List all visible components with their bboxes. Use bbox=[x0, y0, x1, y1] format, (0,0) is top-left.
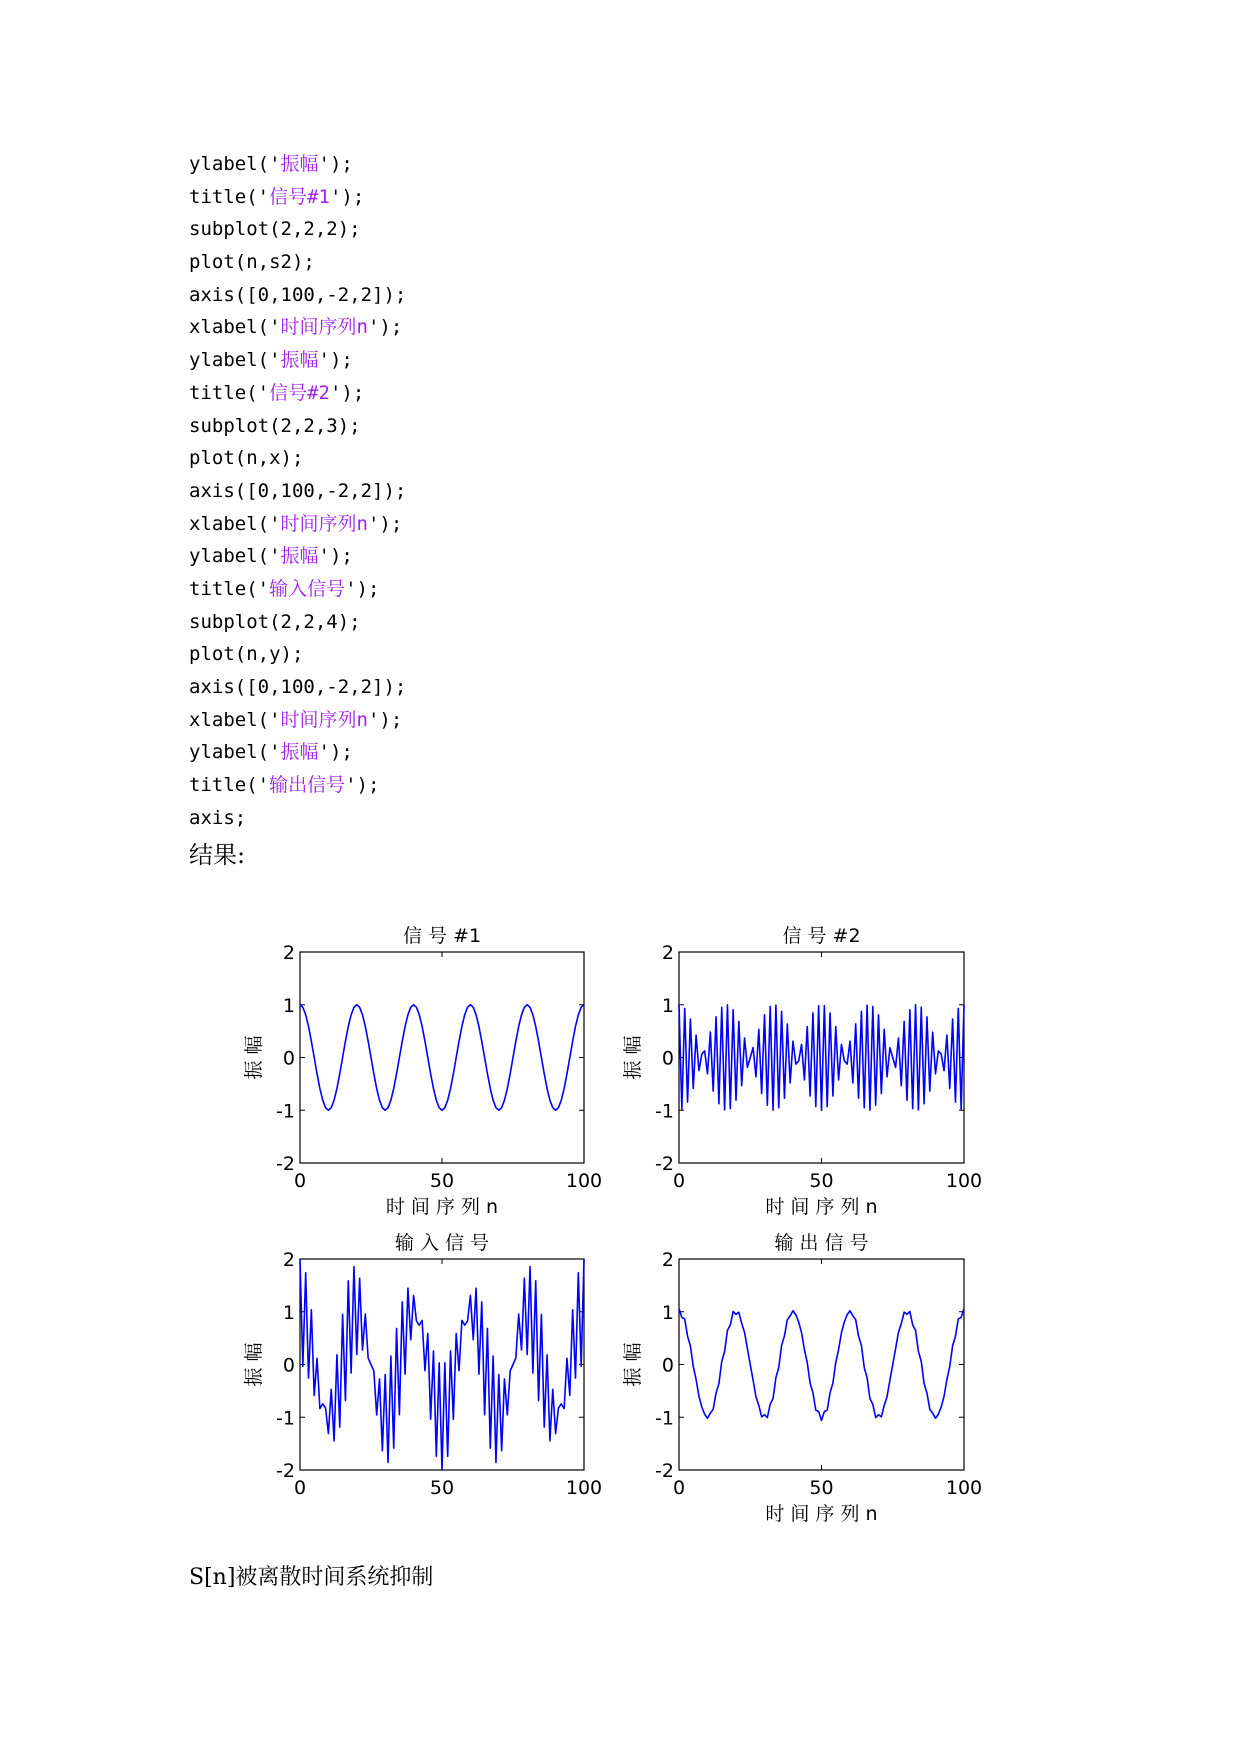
subplot-title: 输 入 信 号 bbox=[394, 1232, 490, 1254]
code-string: 输出信号 bbox=[269, 774, 346, 797]
code-text: ylabel(' bbox=[189, 545, 281, 568]
code-text: subplot(2,2,2); bbox=[189, 218, 361, 241]
code-text: axis([0,100,-2,2]); bbox=[189, 283, 407, 306]
axes-box bbox=[300, 1259, 584, 1470]
code-text: axis([0,100,-2,2]); bbox=[189, 479, 407, 502]
code-text: title(' bbox=[189, 577, 270, 600]
subplot-title: 信 号 #1 bbox=[402, 925, 482, 947]
code-text: title(' bbox=[189, 774, 270, 797]
y-tick-label: -1 bbox=[655, 1100, 674, 1123]
code-text: '); bbox=[367, 708, 403, 731]
code-text: axis; bbox=[189, 806, 247, 829]
y-tick-label: 2 bbox=[661, 942, 674, 964]
y-tick-label: -2 bbox=[276, 1460, 295, 1482]
code-string: 信号#2 bbox=[269, 381, 330, 404]
code-text: plot(n,x); bbox=[189, 447, 304, 470]
code-text: axis([0,100,-2,2]); bbox=[189, 676, 407, 698]
code-text: '); bbox=[367, 316, 403, 339]
y-tick-label: -2 bbox=[655, 1153, 674, 1175]
x-tick-label: 100 bbox=[945, 1170, 983, 1192]
y-tick-label: 2 bbox=[282, 1249, 295, 1271]
subplot-title: 输 出 信 号 bbox=[774, 1232, 869, 1254]
code-string: 时间序列n bbox=[280, 316, 368, 339]
code-string: 时间序列n bbox=[280, 708, 368, 731]
x-tick-label: 0 bbox=[293, 1170, 307, 1192]
code-string: 时间序列n bbox=[280, 512, 368, 535]
result-label: 结果: bbox=[189, 841, 246, 869]
code-text: xlabel(' bbox=[189, 708, 281, 731]
code-text: title(' bbox=[189, 185, 270, 208]
code-text: '); bbox=[367, 512, 403, 535]
axes-box bbox=[679, 952, 964, 1163]
y-axis-label: 振 幅 bbox=[622, 1342, 644, 1387]
y-tick-label: -1 bbox=[276, 1407, 295, 1430]
code-text: subplot(2,2,3); bbox=[189, 414, 361, 437]
code-text: '); bbox=[345, 774, 380, 797]
y-tick-label: 2 bbox=[661, 1249, 674, 1271]
y-tick-label: 2 bbox=[282, 942, 295, 964]
code-text: '); bbox=[345, 577, 380, 600]
code-text: '); bbox=[329, 185, 365, 208]
footer-text: S[n]被离散时间系统抑制 bbox=[189, 1565, 434, 1590]
code-text: '); bbox=[318, 741, 353, 764]
y-tick-label: -1 bbox=[276, 1100, 295, 1123]
y-tick-label: 0 bbox=[282, 1047, 295, 1070]
code-string: 振幅 bbox=[280, 153, 319, 175]
y-tick-label: 0 bbox=[661, 1047, 674, 1070]
code-string: 振幅 bbox=[280, 349, 319, 372]
x-axis-label: 时 间 序 列 n bbox=[765, 1196, 878, 1218]
y-axis-label: 振 幅 bbox=[243, 1342, 265, 1387]
x-tick-label: 0 bbox=[672, 1170, 686, 1192]
code-text: xlabel(' bbox=[189, 316, 281, 339]
code-string: 输入信号 bbox=[269, 577, 346, 600]
y-axis-label: 振 幅 bbox=[622, 1035, 644, 1080]
code-string: 信号#1 bbox=[269, 185, 330, 208]
subplot-title: 信 号 #2 bbox=[782, 925, 861, 947]
code-string: 振幅 bbox=[280, 741, 319, 764]
y-tick-label: 1 bbox=[282, 994, 295, 1017]
x-axis-label: 时 间 序 列 n bbox=[765, 1503, 878, 1525]
x-tick-label: 100 bbox=[945, 1477, 983, 1499]
subplot-2 bbox=[622, 925, 982, 1218]
x-tick-label: 50 bbox=[809, 1477, 834, 1499]
code-text: '); bbox=[318, 153, 353, 175]
code-text: plot(n,y); bbox=[189, 643, 304, 666]
subplot-1 bbox=[243, 925, 602, 1218]
code-text: ylabel(' bbox=[189, 349, 281, 372]
y-tick-label: -2 bbox=[655, 1460, 674, 1482]
x-tick-label: 50 bbox=[429, 1477, 455, 1499]
x-tick-label: 50 bbox=[809, 1170, 834, 1192]
x-axis-label: 时 间 序 列 n bbox=[385, 1196, 499, 1218]
x-tick-label: 100 bbox=[565, 1170, 603, 1192]
x-tick-label: 100 bbox=[565, 1477, 603, 1499]
y-tick-label: 1 bbox=[661, 1301, 674, 1324]
code-text: subplot(2,2,4); bbox=[189, 610, 361, 633]
code-text: xlabel(' bbox=[189, 512, 281, 535]
code-text: title(' bbox=[189, 381, 270, 404]
x-tick-label: 50 bbox=[429, 1170, 455, 1192]
code-text: ylabel(' bbox=[189, 153, 281, 175]
x-tick-label: 0 bbox=[293, 1477, 307, 1499]
y-tick-label: 1 bbox=[661, 994, 674, 1017]
subplot-3 bbox=[243, 1232, 602, 1499]
code-text: '); bbox=[318, 545, 353, 568]
y-tick-label: 0 bbox=[282, 1354, 295, 1377]
x-tick-label: 0 bbox=[672, 1477, 686, 1499]
subplot-4 bbox=[622, 1232, 982, 1525]
code-text: '); bbox=[318, 349, 353, 372]
code-string: 振幅 bbox=[280, 545, 319, 568]
y-tick-label: -1 bbox=[655, 1407, 674, 1430]
code-text: ylabel(' bbox=[189, 741, 281, 764]
code-text: plot(n,s2); bbox=[189, 251, 315, 274]
y-axis-label: 振 幅 bbox=[243, 1035, 265, 1080]
y-tick-label: 1 bbox=[282, 1301, 295, 1324]
code-text: '); bbox=[329, 381, 365, 404]
y-tick-label: 0 bbox=[661, 1354, 674, 1377]
y-tick-label: -2 bbox=[276, 1153, 295, 1175]
